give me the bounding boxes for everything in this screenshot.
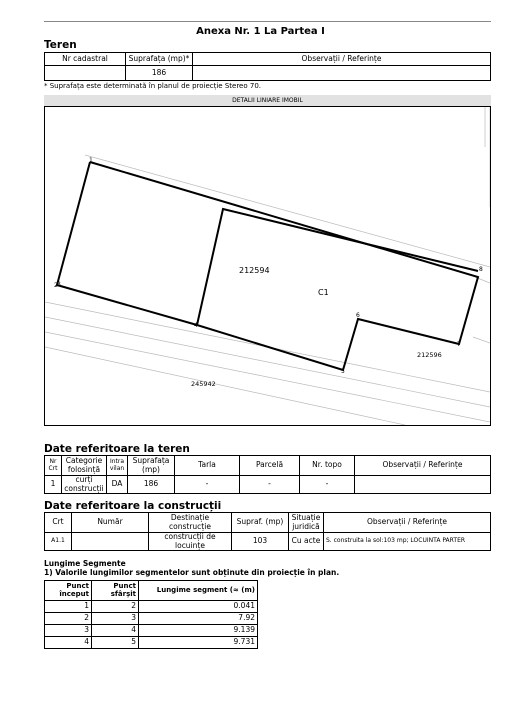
teren-note: * Suprafața este determinată în planul de proiecție Stereo 70. <box>44 82 262 90</box>
cell-end: 2 <box>92 601 139 613</box>
cell-start: 4 <box>45 637 92 649</box>
teren-heading: Teren <box>44 39 77 51</box>
cell-end: 3 <box>92 613 139 625</box>
cell-supraf: 103 <box>232 533 289 551</box>
cell-end: 4 <box>92 625 139 637</box>
building-label: C1 <box>318 288 329 297</box>
col-observatii: Observații / Referințe <box>193 53 491 66</box>
plan-drawing <box>44 106 491 426</box>
cell-length: 9.731 <box>139 637 258 649</box>
date-teren-heading: Date referitoare la teren <box>44 443 190 455</box>
road-line-4 <box>45 347 405 425</box>
col-tarla: Tarla <box>175 456 240 476</box>
col-punct-inceput: Punct început <box>45 581 92 601</box>
point-label-3: 3 <box>57 281 61 288</box>
cell-length: 7.92 <box>139 613 258 625</box>
neighbor-label-bottom: 245942 <box>191 380 216 388</box>
point-label-2: 2 <box>54 282 58 289</box>
col-suprafata: Suprafața (mp) <box>128 456 175 476</box>
cell-crt: A1.1 <box>45 533 72 551</box>
col-supraf: Supraf. (mp) <box>232 513 289 533</box>
cell-intravilan: DA <box>107 476 128 494</box>
date-constructii-table <box>44 512 491 551</box>
cell-suprafata: 186 <box>126 66 193 81</box>
point-label-7: 7 <box>457 341 461 348</box>
table-row <box>45 637 258 649</box>
cell-categorie: curți construcții <box>62 476 107 494</box>
page-title: Anexa Nr. 1 La Partea I <box>196 26 325 37</box>
point-label-4: 4 <box>194 322 198 329</box>
neighbor-label-right: 212596 <box>417 351 442 359</box>
col-nr-cadastral: Nr cadastral <box>45 53 126 66</box>
cell-observatii <box>193 66 491 81</box>
date-teren-table <box>44 455 491 494</box>
segmente-subheading: 1) Valorile lungimilor segmentelor sunt obținute din proiecție în plan. <box>44 568 340 577</box>
segmente-table <box>44 580 258 649</box>
road-line-3 <box>45 332 490 422</box>
date-constructii-heading: Date referitoare la construcții <box>44 500 222 512</box>
cell-start: 3 <box>45 625 92 637</box>
cell-numar <box>72 533 149 551</box>
col-numar: Număr <box>72 513 149 533</box>
cell-nr-topo: - <box>300 476 355 494</box>
cell-destinatie: construcții de locuințe <box>149 533 232 551</box>
cell-length: 0.041 <box>139 601 258 613</box>
col-situatie: Situație juridică <box>289 513 324 533</box>
neighbor-line-right-2 <box>473 337 490 343</box>
col-destinatie: Destinație construcție <box>149 513 232 533</box>
point-label-5: 5 <box>341 368 345 375</box>
table-row <box>45 601 258 613</box>
road-line-2 <box>45 317 490 407</box>
cell-end: 5 <box>92 637 139 649</box>
col-nr-topo: Nr. topo <box>300 456 355 476</box>
segmente-heading: Lungime Segmente <box>44 559 126 568</box>
cell-suprafata: 186 <box>128 476 175 494</box>
col-observatii: Observații / Referințe <box>355 456 491 476</box>
cell-start: 2 <box>45 613 92 625</box>
cell-length: 9.139 <box>139 625 258 637</box>
cell-nr-cadastral <box>45 66 126 81</box>
neighbor-line-top <box>85 155 490 267</box>
col-intravilan: Intra vilan <box>107 456 128 476</box>
col-observatii: Observații / Referințe <box>324 513 491 533</box>
col-parcela: Parcelă <box>240 456 300 476</box>
cell-situatie: Cu acte <box>289 533 324 551</box>
cell-parcela: - <box>240 476 300 494</box>
table-row <box>45 625 258 637</box>
plan-svg <box>45 107 490 425</box>
detalii-band: DETALII LINIARE IMOBIL <box>44 95 491 106</box>
col-crt: Crt <box>45 513 72 533</box>
point-label-8: 8 <box>479 266 483 273</box>
col-lungime: Lungime segment (≈ (m) <box>139 581 258 601</box>
col-suprafata: Suprafața (mp)* <box>126 53 193 66</box>
cell-nr-crt: 1 <box>45 476 62 494</box>
table-row <box>45 613 258 625</box>
cell-tarla: - <box>175 476 240 494</box>
point-label-6: 6 <box>356 312 360 319</box>
point-label-1: 1 <box>89 157 93 164</box>
parcel-label: 212594 <box>239 266 270 275</box>
cell-observatii: S. construita la sol:103 mp; LOCUINTA PARTER <box>324 533 491 551</box>
cell-observatii <box>355 476 491 494</box>
col-nr-crt: Nr Crt <box>45 456 62 476</box>
col-categorie: Categorie folosință <box>62 456 107 476</box>
teren-table <box>44 52 491 81</box>
col-punct-sfarsit: Punct sfârșit <box>92 581 139 601</box>
top-rule <box>44 21 491 22</box>
cell-start: 1 <box>45 601 92 613</box>
